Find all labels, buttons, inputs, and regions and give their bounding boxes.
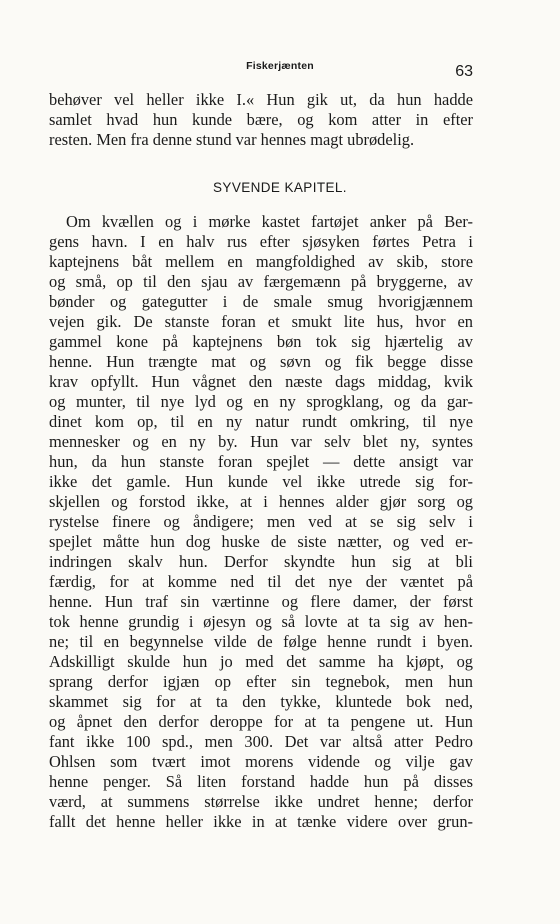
running-title: Fiskerjænten bbox=[246, 60, 314, 72]
text-line: Adskilligt skulde hun jo med det samme ha kjøpt, og bbox=[49, 652, 473, 671]
text-line: sprang derfor igjæn op efter sin tegnebok, men hun bbox=[49, 672, 473, 691]
text-line: ikke det gamle. Hun kunde vel ikke utrede sig for- bbox=[49, 472, 473, 491]
text-line: og små, op til den sjau av færgemænn på bryggerne, av bbox=[49, 272, 473, 291]
text-line: rystelse finere og åndigere; men ved at se sig selv i bbox=[49, 512, 473, 531]
text-line: resten. Men fra denne stund var hennes magt ubrødelig. bbox=[49, 130, 415, 149]
text-line: færdig, for at komme ned til det nye der væntet på bbox=[49, 572, 473, 591]
text-line: henne. Hun traf sin værtinne og flere damer, der først bbox=[49, 592, 473, 611]
text-line: tok henne grundig i øjesyn og så lovte at ta sig av hen- bbox=[49, 612, 473, 631]
text-line: skjellen og forstod ikke, at i hennes alder gjør sorg og bbox=[49, 492, 473, 511]
text-line: fant ikke 100 spd., men 300. Det var altså atter Pedro bbox=[49, 732, 473, 751]
text-line: spejlet måtte hun dog huske de siste nætter, og ved er- bbox=[49, 532, 473, 551]
text-line: behøver vel heller ikke I.« Hun gik ut, da hun hadde bbox=[49, 90, 473, 109]
text-line: kaptejnens båt mellem en mangfoldighed av skib, store bbox=[49, 252, 473, 271]
text-line: indringen skalv hun. Derfor skyndte hun sig at bli bbox=[49, 552, 473, 571]
text-line: ne; til en begynnelse vilde de følge henne rundt i byen. bbox=[49, 632, 473, 651]
text-line: og munter, til nye lyd og en ny sprogklang, og da gar- bbox=[49, 392, 473, 411]
text-line: vejen gik. De stanste foran et smukt lite hus, hvor en bbox=[49, 312, 473, 331]
text-line: Ohlsen som tvært imot morens vidende og vilje gav bbox=[49, 752, 473, 771]
text-line: og åpnet den derfor deroppe for at ta pengene ut. Hun bbox=[49, 712, 473, 731]
page-number: 63 bbox=[455, 63, 473, 80]
text-line: gens havn. I en halv rus efter sjøsyken førtes Petra i bbox=[49, 232, 473, 251]
text-line: fallt det henne heller ikke in at tænke videre over grun- bbox=[49, 812, 473, 831]
text-line: samlet hvad hun kunde bære, og kom atter in efter bbox=[49, 110, 473, 129]
text-line: hun, da hun stanste foran spejlet — dette ansigt var bbox=[49, 452, 473, 471]
text-line: krav opfyllt. Hun vågnet den næste dags middag, kvik bbox=[49, 372, 473, 391]
text-line: mennesker og en ny by. Hun var selv blet ny, syntes bbox=[49, 432, 473, 451]
text-line: dinet kom op, til en ny natur rundt omkring, til nye bbox=[49, 412, 473, 431]
text-line: bønder og gategutter i de smale smug hvorigjænnem bbox=[49, 292, 473, 311]
text-line: gammel kone på kaptejnens bøn tok sig hjærtelig av bbox=[49, 332, 473, 351]
text-line: skammet sig for at ta den tykke, kluntede bok ned, bbox=[49, 692, 473, 711]
text-line: henne penger. Så liten forstand hadde hun på disses bbox=[49, 772, 473, 791]
chapter-heading: SYVENDE KAPITEL. bbox=[213, 180, 347, 195]
text-line: Om kvællen og i mørke kastet fartøjet anker på Ber- bbox=[66, 212, 473, 231]
text-line: værd, at summens størrelse ikke undret henne; derfor bbox=[49, 792, 473, 811]
text-line: henne. Hun trængte mat og søvn og fik begge disse bbox=[49, 352, 473, 371]
